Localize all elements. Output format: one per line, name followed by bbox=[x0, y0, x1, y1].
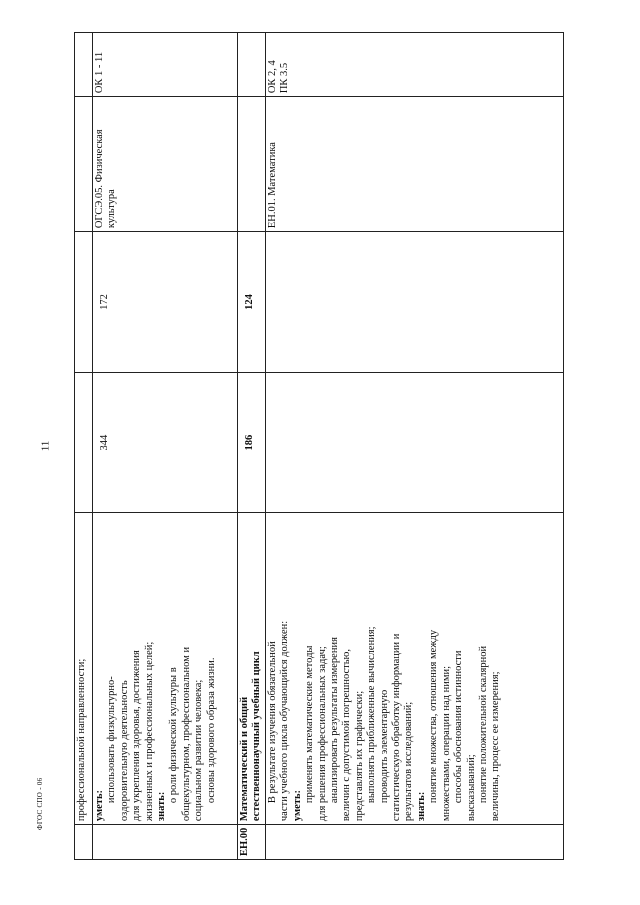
mandatory-hours bbox=[266, 232, 564, 373]
total-hours bbox=[75, 372, 93, 513]
requirement-line: общекультурном, профессиональном и bbox=[180, 646, 192, 822]
requirement-line: проводить элементарную bbox=[378, 689, 390, 804]
requirements-cell bbox=[266, 513, 564, 825]
cycle-code bbox=[93, 825, 238, 860]
discipline-name bbox=[75, 97, 93, 232]
table-row bbox=[93, 33, 238, 860]
cycle-code bbox=[75, 825, 93, 860]
requirement-line: представлять их графически; bbox=[353, 690, 365, 822]
mandatory-hours: 124 bbox=[238, 232, 266, 373]
requirements-cell bbox=[75, 513, 93, 825]
requirement-line: для укрепления здоровья, достижения bbox=[131, 650, 143, 822]
table-row bbox=[266, 33, 564, 860]
requirement-line: для решения профессиональных задач; bbox=[316, 646, 328, 822]
page-number: 11 bbox=[39, 440, 52, 452]
total-hours: 186 bbox=[238, 372, 266, 513]
requirement-line: части учебного цикла обучающийся должен: bbox=[279, 620, 291, 822]
requirement-line: результатов исследований; bbox=[403, 701, 415, 822]
footer-label: ФГОС СПО - 06 bbox=[36, 777, 44, 830]
competencies bbox=[75, 33, 93, 97]
competencies bbox=[238, 33, 266, 97]
requirement-line: социальном развитии человека; bbox=[193, 679, 205, 822]
requirement-line: множествами, операции над ними; bbox=[440, 666, 452, 822]
requirement-line: знать: bbox=[156, 791, 168, 822]
requirement-line: основы здорового образа жизни. bbox=[205, 657, 217, 804]
requirement-line: применять математические методы bbox=[304, 645, 316, 804]
competencies: ОК 1 - 11 bbox=[93, 33, 238, 97]
requirement-line: величин с допустимой погрешностью, bbox=[341, 649, 353, 822]
requirement-line: статистическую обработку информации и bbox=[391, 633, 403, 822]
requirement-line: профессиональной направленности; bbox=[76, 658, 87, 822]
requirement-line: о роли физической культуры в bbox=[168, 667, 180, 804]
requirement-line: анализировать результаты измерения bbox=[329, 637, 341, 804]
requirement-line: жизненных и профессиональных целей; bbox=[143, 641, 155, 822]
cycle-code bbox=[266, 825, 564, 860]
cycle-code: ЕН.00 bbox=[238, 825, 266, 860]
table-row bbox=[238, 33, 266, 860]
requirement-line: оздоровительную деятельность bbox=[118, 680, 130, 822]
mandatory-hours bbox=[75, 232, 93, 373]
discipline-name: ЕН.01. Математика bbox=[266, 97, 564, 232]
requirement-line: величины, процесс ее измерения; bbox=[490, 671, 502, 822]
total-hours bbox=[266, 372, 564, 513]
curriculum-table bbox=[74, 32, 564, 860]
requirement-line: знать: bbox=[415, 791, 427, 822]
competencies: ОК 2, 4 ПК 3.5 bbox=[266, 33, 564, 97]
requirement-line: уметь: bbox=[94, 789, 105, 822]
table-row bbox=[75, 33, 93, 860]
rotated-table-wrapper bbox=[74, 32, 564, 860]
discipline-name bbox=[238, 97, 266, 232]
discipline-name: ОГСЭ.05. Физическая культура bbox=[93, 97, 238, 232]
mandatory-hours: 172 bbox=[93, 232, 238, 373]
requirement-line: уметь: bbox=[291, 789, 303, 822]
requirement-line: Математический и общий bbox=[239, 696, 250, 822]
requirements-cell bbox=[93, 513, 238, 825]
requirement-line: выполнять приближенные вычисления; bbox=[366, 626, 378, 804]
requirement-line: способы обоснования истинности bbox=[453, 650, 465, 804]
total-hours: 344 bbox=[93, 372, 238, 513]
requirement-line: естественнонаучный учебный цикл bbox=[251, 651, 263, 822]
requirement-line: понятие положительной скалярной bbox=[477, 645, 489, 804]
requirement-line: высказываний; bbox=[465, 754, 477, 822]
requirement-line: понятие множества, отношения между bbox=[428, 629, 440, 804]
requirements-cell bbox=[238, 513, 266, 825]
requirement-line: использовать физкультурно- bbox=[106, 676, 118, 804]
requirement-line: В результате изучения обязательной bbox=[267, 641, 278, 804]
